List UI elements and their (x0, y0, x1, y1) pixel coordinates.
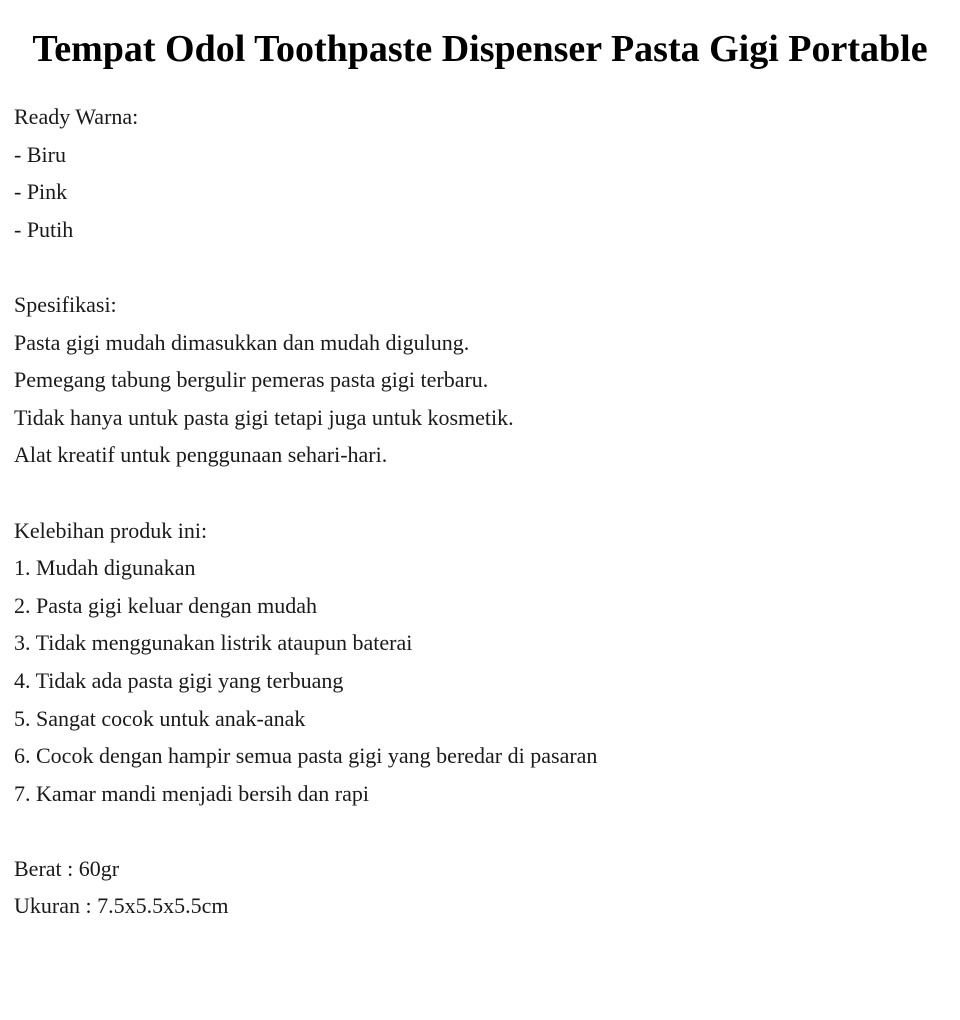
spec-line: Pemegang tabung bergulir pemeras pasta gigi terbaru. (14, 367, 489, 393)
blank-line (14, 812, 946, 850)
blank-line (14, 248, 946, 286)
advantage-item: 3. Tidak menggunakan listrik ataupun baterai (14, 630, 413, 656)
color-option-line: - Biru (14, 141, 66, 167)
advantage-item: 5. Sangat cocok untuk anak-anak (14, 705, 306, 731)
spec-line: Tidak hanya untuk pasta gigi tetapi juga untuk kosmetik. (14, 404, 514, 430)
advantage-item: 7. Kamar mandi menjadi bersih dan rapi (14, 780, 369, 806)
color-option-line: - Putih (14, 216, 74, 242)
description-line: Ready Warna: (14, 104, 139, 129)
spec-line: Alat kreatif untuk penggunaan sehari-hari. (14, 442, 388, 468)
product-description (14, 98, 946, 925)
advantage-item: 6. Cocok dengan hampir semua pasta gigi yang beredar di pasaran (14, 743, 598, 769)
spec-line: Pasta gigi mudah dimasukkan dan mudah digulung. (14, 329, 470, 355)
product-page (0, 20, 960, 925)
advantages-heading: Kelebihan produk ini: (14, 517, 208, 543)
weight-line: Berat : 60gr (14, 855, 120, 881)
product-title: Tempat Odol Toothpaste Dispenser Pasta Gigi Portable (32, 28, 928, 70)
spec-heading: Spesifikasi: (14, 291, 117, 317)
color-option-line: - Pink (14, 179, 68, 205)
advantage-item: 2. Pasta gigi keluar dengan mudah (14, 592, 318, 618)
advantage-item: 1. Mudah digunakan (14, 555, 196, 581)
advantage-item: 4. Tidak ada pasta gigi yang terbuang (14, 667, 344, 693)
size-line: Ukuran : 7.5x5.5x5.5cm (14, 893, 229, 919)
blank-line (14, 474, 946, 512)
